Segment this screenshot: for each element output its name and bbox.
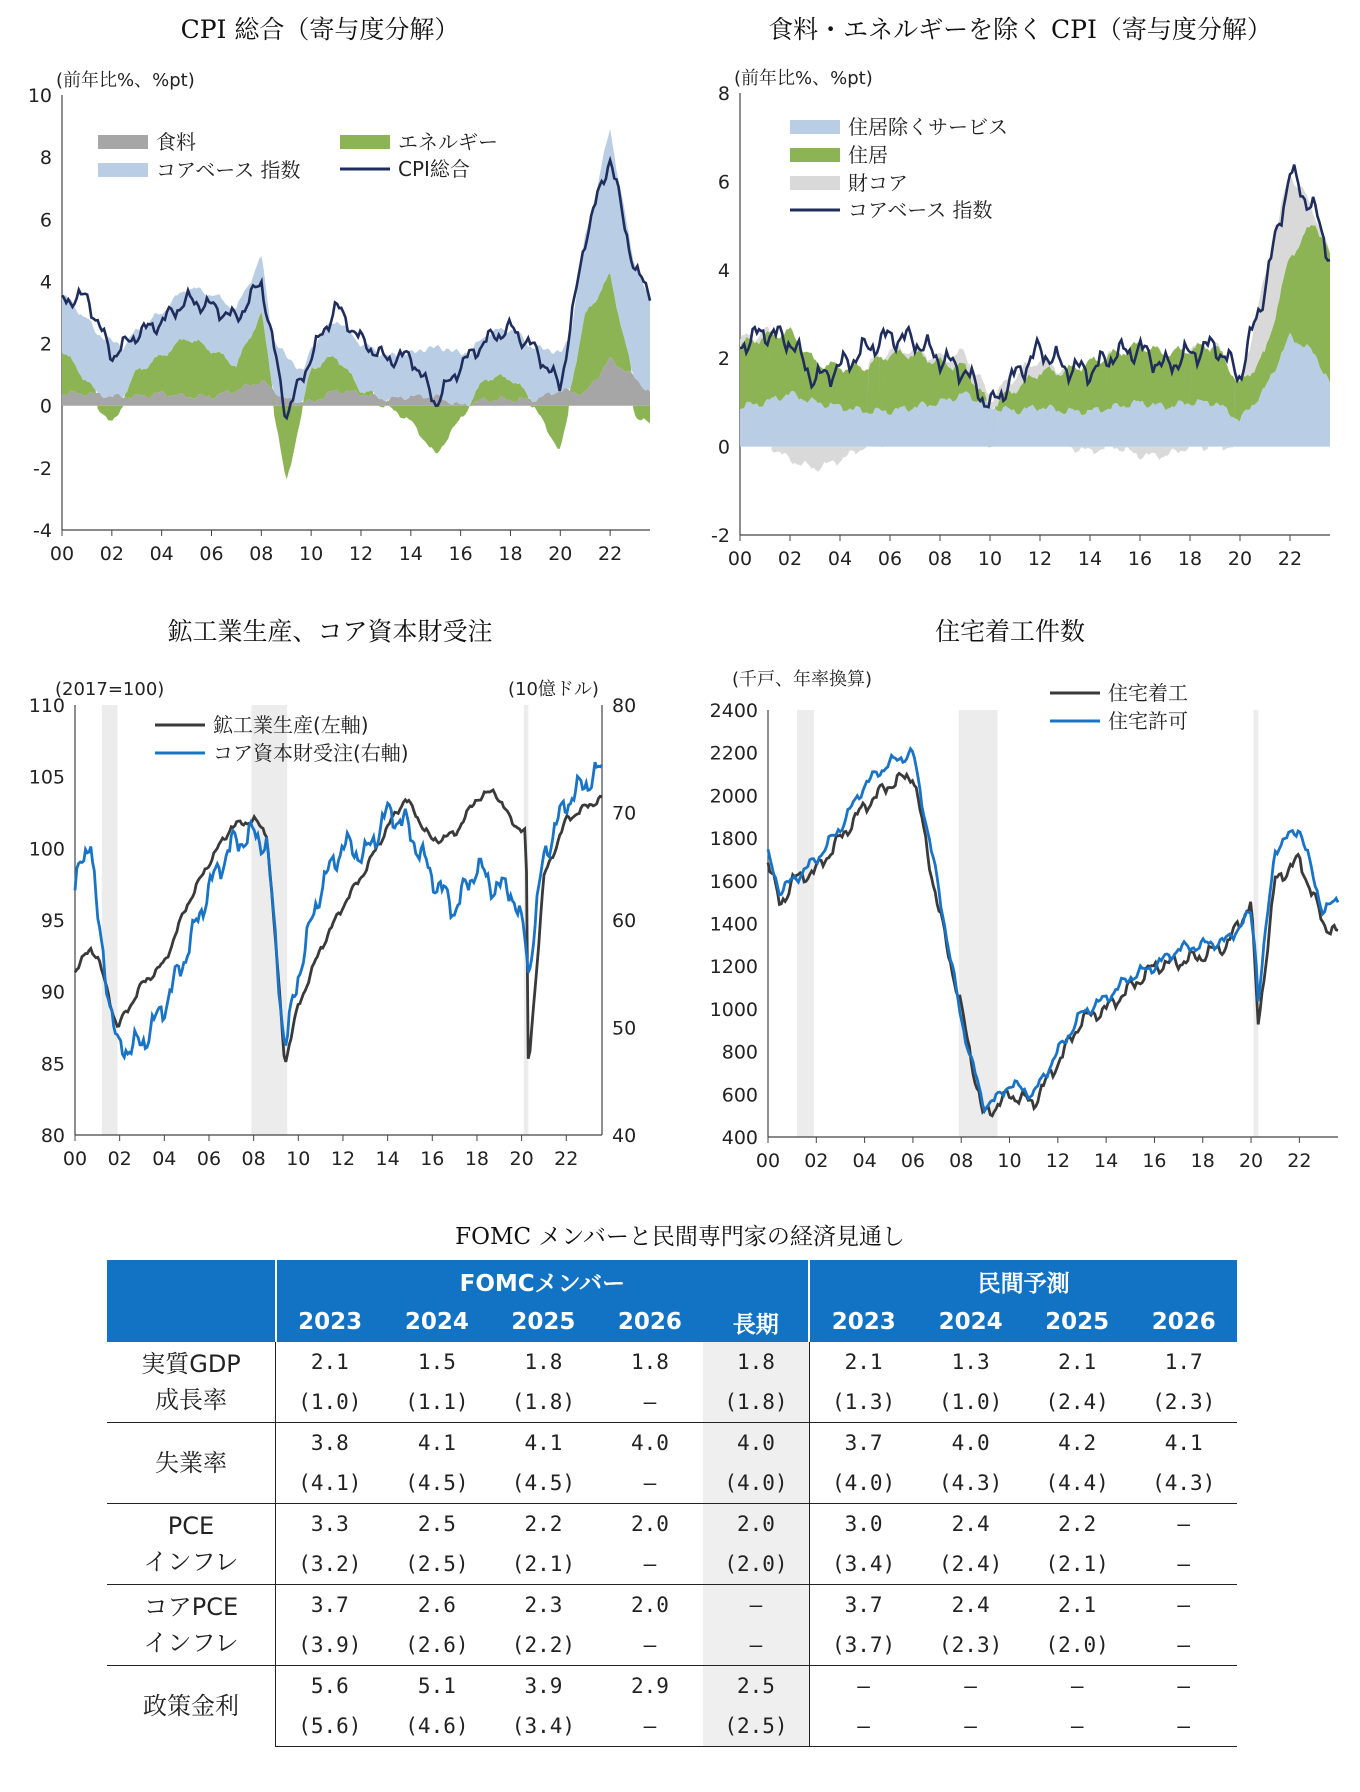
table-cell: 2.0 <box>703 1504 809 1545</box>
y-tick-label: 4 <box>717 259 730 282</box>
legend-core-goods-swatch <box>790 176 840 190</box>
y-tick-label: 1200 <box>709 956 758 979</box>
table-cell: 3.0 <box>809 1504 917 1545</box>
table-cell: (4.3) <box>1152 1471 1216 1495</box>
y-tick-label: 90 <box>40 981 65 1004</box>
table-corner <box>107 1260 276 1342</box>
x-tick-label: 22 <box>1287 1150 1312 1172</box>
table-cell: 3.9 <box>490 1666 597 1707</box>
y-tick-label: 10 <box>27 85 52 107</box>
table-cell: – <box>809 1706 917 1747</box>
table-cell: (1.8) <box>511 1390 576 1414</box>
x-tick-label: 12 <box>348 543 374 565</box>
x-tick-label: 16 <box>420 1148 445 1170</box>
y2-tick-label: 50 <box>612 1017 637 1040</box>
x-tick-label: 16 <box>1127 548 1153 570</box>
table-cell: 4.1 <box>384 1423 491 1464</box>
chart4-title: 住宅着工件数 <box>934 617 1085 646</box>
table-cell: 1.8 <box>524 1350 563 1374</box>
y-tick-label: 110 <box>28 695 65 717</box>
table-row <box>107 1504 1237 1545</box>
legend-shelter-swatch <box>790 148 840 162</box>
row-label-line1: PCE <box>167 1512 215 1540</box>
row-label-line2: インフレ <box>143 1629 239 1657</box>
table-cell: – <box>1177 1552 1191 1576</box>
table-cell: 4.0 <box>703 1423 809 1464</box>
table-cell: 2.0 <box>597 1504 704 1545</box>
x-tick-label: 18 <box>498 543 523 565</box>
y-tick-label: 100 <box>28 838 65 861</box>
legend-core-goods-label: 財コア <box>848 171 908 195</box>
col-header: 2023 <box>809 1302 917 1342</box>
x-tick-label: 14 <box>398 543 423 565</box>
chart2-core-cpi <box>680 50 1360 590</box>
legend-permits-label: 住宅許可 <box>1108 709 1188 733</box>
table-row <box>107 1666 1237 1707</box>
table-cell: 2.2 <box>1024 1504 1131 1545</box>
x-tick-label: 16 <box>1142 1150 1167 1172</box>
table-cell: 2.1 <box>1058 1350 1097 1374</box>
table-cell: 2.1 <box>1024 1585 1131 1626</box>
table-cell: (2.6) <box>405 1633 469 1657</box>
x-tick-label: 04 <box>149 543 174 565</box>
x-tick-label: 02 <box>107 1148 132 1170</box>
y-tick-label: 1800 <box>709 828 758 851</box>
x-tick-label: 02 <box>99 543 124 565</box>
x-tick-label: 02 <box>777 548 803 570</box>
legend-core-label: コアベース 指数 <box>848 198 993 222</box>
table-cell: (2.5) <box>405 1552 469 1576</box>
table-cell: – <box>917 1666 1024 1707</box>
left-unit-label: (2017=100) <box>55 679 165 700</box>
y2-tick-label: 60 <box>612 910 637 932</box>
table-cell: (3.4) <box>490 1706 597 1747</box>
table-cell: (2.4) <box>1045 1390 1109 1414</box>
table-cell: 3.7 <box>809 1423 917 1464</box>
right-unit-label: (10億ドル) <box>508 679 599 700</box>
col-header: 2024 <box>384 1302 491 1342</box>
x-tick-label: 20 <box>509 1148 534 1170</box>
row-label-line1: 実質GDP <box>141 1350 241 1378</box>
x-tick-label: 00 <box>727 548 753 570</box>
table-cell: 4.1 <box>490 1423 597 1464</box>
unit-label: (千戸、年率換算) <box>732 669 873 690</box>
table-row <box>107 1342 1237 1382</box>
table-row <box>107 1585 1237 1626</box>
y-tick-label: -2 <box>33 457 52 480</box>
table-cell: – <box>597 1706 704 1747</box>
y-tick-label: 8 <box>39 147 52 170</box>
x-tick-label: 12 <box>1027 548 1053 570</box>
table-cell: 1.3 <box>951 1350 990 1374</box>
x-tick-label: 12 <box>330 1148 356 1170</box>
table-cell: (1.8) <box>703 1382 809 1423</box>
recession-band <box>797 710 814 1137</box>
legend-services-swatch <box>790 120 840 134</box>
row-label-line1: 政策金利 <box>143 1692 239 1721</box>
y2-tick-label: 70 <box>612 802 637 825</box>
table-cell: (2.3) <box>939 1633 1003 1657</box>
table-cell: – <box>809 1666 917 1707</box>
row-label <box>107 1423 276 1504</box>
table-row <box>107 1382 1237 1423</box>
table-cell: – <box>703 1585 809 1626</box>
table-cell: 1.8 <box>703 1342 809 1382</box>
table-cell: 2.3 <box>490 1585 597 1626</box>
x-tick-label: 14 <box>1094 1150 1119 1172</box>
table-cell: 4.1 <box>1130 1423 1237 1464</box>
legend-energy-label: エネルギー <box>398 130 498 154</box>
table-cell: (2.3) <box>1152 1390 1216 1414</box>
y2-tick-label: 40 <box>612 1125 637 1147</box>
line-コア資本財受注(右軸) <box>75 762 602 1057</box>
line-住宅許可 <box>768 749 1338 1111</box>
x-tick-label: 16 <box>448 543 473 565</box>
legend-food-label: 食料 <box>156 130 196 154</box>
x-tick-label: 04 <box>827 548 853 570</box>
chart4-housing-starts <box>680 655 1360 1195</box>
y-tick-label: 105 <box>28 766 65 789</box>
recession-band <box>102 705 118 1135</box>
y-tick-label: 85 <box>40 1053 65 1076</box>
row-label-line1: コアPCE <box>143 1593 239 1621</box>
table-cell: – <box>1177 1633 1191 1657</box>
table-cell: (1.0) <box>939 1390 1003 1414</box>
x-tick-label: 18 <box>1190 1150 1215 1172</box>
chart3-title: 鉱工業生産、コア資本財受注 <box>167 617 493 646</box>
row-label <box>107 1342 276 1423</box>
chart1-title: CPI 総合（寄与度分解） <box>180 15 460 44</box>
x-tick-label: 00 <box>49 543 75 565</box>
y-tick-label: 2200 <box>709 742 758 765</box>
row-label <box>107 1666 276 1747</box>
y-tick-label: 0 <box>717 436 730 459</box>
table-cell: – <box>1024 1666 1131 1707</box>
x-tick-label: 10 <box>997 1150 1022 1172</box>
table-cell: 4.2 <box>1024 1423 1131 1464</box>
recession-band <box>251 705 287 1135</box>
x-tick-label: 14 <box>1077 548 1103 570</box>
x-tick-label: 06 <box>900 1150 926 1172</box>
x-tick-label: 04 <box>852 1150 877 1172</box>
table-cell: – <box>1130 1666 1237 1707</box>
x-tick-label: 08 <box>241 1148 266 1170</box>
chart3-ip-orders <box>0 655 680 1195</box>
table-row <box>107 1544 1237 1585</box>
legend-core-swatch <box>98 163 148 177</box>
table-row <box>107 1463 1237 1504</box>
legend-cpi-label: CPI総合 <box>398 157 470 181</box>
table-cell: (2.2) <box>511 1633 576 1657</box>
table-cell: (3.7) <box>809 1625 917 1666</box>
x-tick-label: 22 <box>598 543 623 565</box>
table-cell: 5.6 <box>276 1666 384 1707</box>
table-cell: – <box>643 1390 657 1414</box>
table-cell: 2.1 <box>310 1350 349 1374</box>
y-tick-label: 2 <box>39 333 52 356</box>
table-cell: 1.7 <box>1164 1350 1203 1374</box>
group-private: 民間予測 <box>809 1260 1237 1302</box>
table-cell: (2.5) <box>703 1706 809 1747</box>
x-tick-label: 08 <box>927 548 953 570</box>
legend-core-label: コアベース 指数 <box>156 158 301 182</box>
unit-label: (前年比%、%pt) <box>56 70 195 91</box>
legend-starts-label: 住宅着工 <box>1108 681 1188 705</box>
table-cell: (4.6) <box>384 1706 491 1747</box>
x-tick-label: 06 <box>877 548 903 570</box>
table-cell: (4.5) <box>511 1471 576 1495</box>
x-tick-label: 22 <box>1277 548 1303 570</box>
y-tick-label: 0 <box>39 395 52 418</box>
x-tick-label: 18 <box>1177 548 1203 570</box>
y2-tick-label: 80 <box>612 695 637 717</box>
table-cell: (2.4) <box>939 1552 1003 1576</box>
table-cell: – <box>1130 1504 1237 1545</box>
x-tick-label: 00 <box>62 1148 88 1170</box>
table-cell: 3.7 <box>809 1585 917 1626</box>
chart1-cpi <box>0 50 680 590</box>
table-cell: (1.3) <box>809 1382 917 1423</box>
table-cell: – <box>1130 1706 1237 1747</box>
legend-energy-swatch <box>340 135 390 149</box>
table-cell: – <box>643 1552 657 1576</box>
table-cell: (2.0) <box>703 1544 809 1585</box>
table-cell: (4.0) <box>809 1463 917 1504</box>
recession-band <box>1253 710 1258 1137</box>
row-label <box>107 1585 276 1666</box>
table-cell: (4.5) <box>405 1471 469 1495</box>
table-cell: (2.1) <box>1045 1552 1109 1576</box>
table-cell: (1.0) <box>298 1390 362 1414</box>
x-tick-label: 06 <box>199 543 224 565</box>
y-tick-label: 6 <box>717 171 730 194</box>
table-row <box>107 1625 1237 1666</box>
col-header: 2025 <box>1024 1302 1131 1342</box>
x-tick-label: 04 <box>152 1148 177 1170</box>
row-label-line2: インフレ <box>143 1548 239 1576</box>
table-cell: – <box>703 1625 809 1666</box>
forecast-table <box>107 1260 1237 1747</box>
col-header: 2025 <box>490 1302 597 1342</box>
x-tick-label: 12 <box>1045 1150 1070 1172</box>
x-tick-label: 20 <box>1238 1150 1264 1172</box>
table-cell: – <box>917 1706 1024 1747</box>
table-cell: – <box>1024 1706 1131 1747</box>
y-tick-label: 800 <box>721 1041 758 1064</box>
table-cell: 3.8 <box>276 1423 384 1464</box>
table-cell: – <box>643 1471 657 1495</box>
x-tick-label: 10 <box>286 1148 311 1170</box>
table-cell: 2.5 <box>703 1666 809 1707</box>
row-label-line1: 失業率 <box>155 1449 227 1477</box>
y-tick-label: 2400 <box>709 700 758 722</box>
y-tick-label: 95 <box>40 910 65 932</box>
y-tick-label: 600 <box>721 1084 758 1107</box>
y-tick-label: 1400 <box>709 913 758 936</box>
legend-shelter-label: 住居 <box>848 143 888 167</box>
x-tick-label: 20 <box>548 543 573 565</box>
table-cell: (4.4) <box>1045 1471 1109 1495</box>
table-cell: 3.7 <box>276 1585 384 1626</box>
group-fomc: FOMCメンバー <box>276 1260 810 1302</box>
table-cell: 4.0 <box>917 1423 1024 1464</box>
table-cell: (3.4) <box>809 1544 917 1585</box>
y-tick-label: 8 <box>717 83 730 105</box>
col-header: 2026 <box>597 1302 704 1342</box>
legend-orders-label: コア資本財受注(右軸) <box>213 741 409 765</box>
legend-ip-label: 鉱工業生産(左軸) <box>213 713 369 737</box>
table-cell: (3.2) <box>298 1552 362 1576</box>
y-tick-label: 6 <box>39 209 52 232</box>
y-tick-label: -2 <box>711 525 730 547</box>
table-cell: (4.3) <box>939 1471 1003 1495</box>
y-tick-label: 400 <box>721 1127 758 1149</box>
table-cell: 2.6 <box>384 1585 491 1626</box>
table-cell: 1.5 <box>417 1350 456 1374</box>
chart2-title: 食料・エネルギーを除く CPI（寄与度分解） <box>768 15 1272 44</box>
table-cell: 2.9 <box>597 1666 704 1707</box>
x-tick-label: 08 <box>949 1150 974 1172</box>
x-tick-label: 20 <box>1227 548 1253 570</box>
x-tick-label: 06 <box>196 1148 222 1170</box>
legend-food-swatch <box>98 135 148 149</box>
x-tick-label: 08 <box>249 543 274 565</box>
table-cell: (3.9) <box>298 1633 362 1657</box>
x-tick-label: 02 <box>804 1150 829 1172</box>
x-tick-label: 22 <box>554 1148 579 1170</box>
x-tick-label: 18 <box>464 1148 490 1170</box>
row-label-line2: 成長率 <box>155 1386 227 1414</box>
x-tick-label: 10 <box>977 548 1003 570</box>
line-住宅着工 <box>768 773 1338 1115</box>
table-cell: 5.1 <box>384 1666 491 1707</box>
table-cell: (2.0) <box>1045 1633 1109 1657</box>
table-title: FOMC メンバーと民間専門家の経済見通し <box>455 1224 905 1250</box>
y-tick-label: 2 <box>717 348 730 371</box>
legend-services-label: 住居除くサービス <box>848 115 1008 139</box>
table-cell: 3.3 <box>276 1504 384 1545</box>
recession-band <box>959 710 998 1137</box>
row-label <box>107 1504 276 1585</box>
table-cell: (4.0) <box>703 1463 809 1504</box>
table-cell: 2.4 <box>917 1504 1024 1545</box>
table-cell: 2.0 <box>597 1585 704 1626</box>
table-cell: 1.8 <box>630 1350 669 1374</box>
y-tick-label: -4 <box>33 520 52 542</box>
table-cell: 2.2 <box>490 1504 597 1545</box>
col-header: 2024 <box>917 1302 1024 1342</box>
col-header: 2023 <box>276 1302 384 1342</box>
y-tick-label: 1600 <box>709 870 758 893</box>
x-tick-label: 10 <box>299 543 324 565</box>
y-tick-label: 4 <box>39 271 52 294</box>
table-cell: 2.1 <box>809 1342 917 1382</box>
table-cell: – <box>643 1633 657 1657</box>
table-row <box>107 1706 1237 1747</box>
col-header: 長期 <box>703 1302 809 1342</box>
table-cell: – <box>1130 1585 1237 1626</box>
table-cell: (4.1) <box>298 1471 362 1495</box>
y-tick-label: 2000 <box>709 785 758 808</box>
table-cell: 4.0 <box>597 1423 704 1464</box>
col-header: 2026 <box>1130 1302 1237 1342</box>
x-tick-label: 14 <box>375 1148 400 1170</box>
table-cell: 2.5 <box>384 1504 491 1545</box>
table-cell: (1.1) <box>405 1390 469 1414</box>
y-tick-label: 80 <box>40 1125 65 1147</box>
table-row <box>107 1423 1237 1464</box>
table-cell: (5.6) <box>276 1706 384 1747</box>
table-cell: (2.1) <box>511 1552 576 1576</box>
x-tick-label: 00 <box>755 1150 781 1172</box>
unit-label: (前年比%、%pt) <box>734 68 873 89</box>
table-cell: 2.4 <box>917 1585 1024 1626</box>
y-tick-label: 1000 <box>709 998 758 1021</box>
